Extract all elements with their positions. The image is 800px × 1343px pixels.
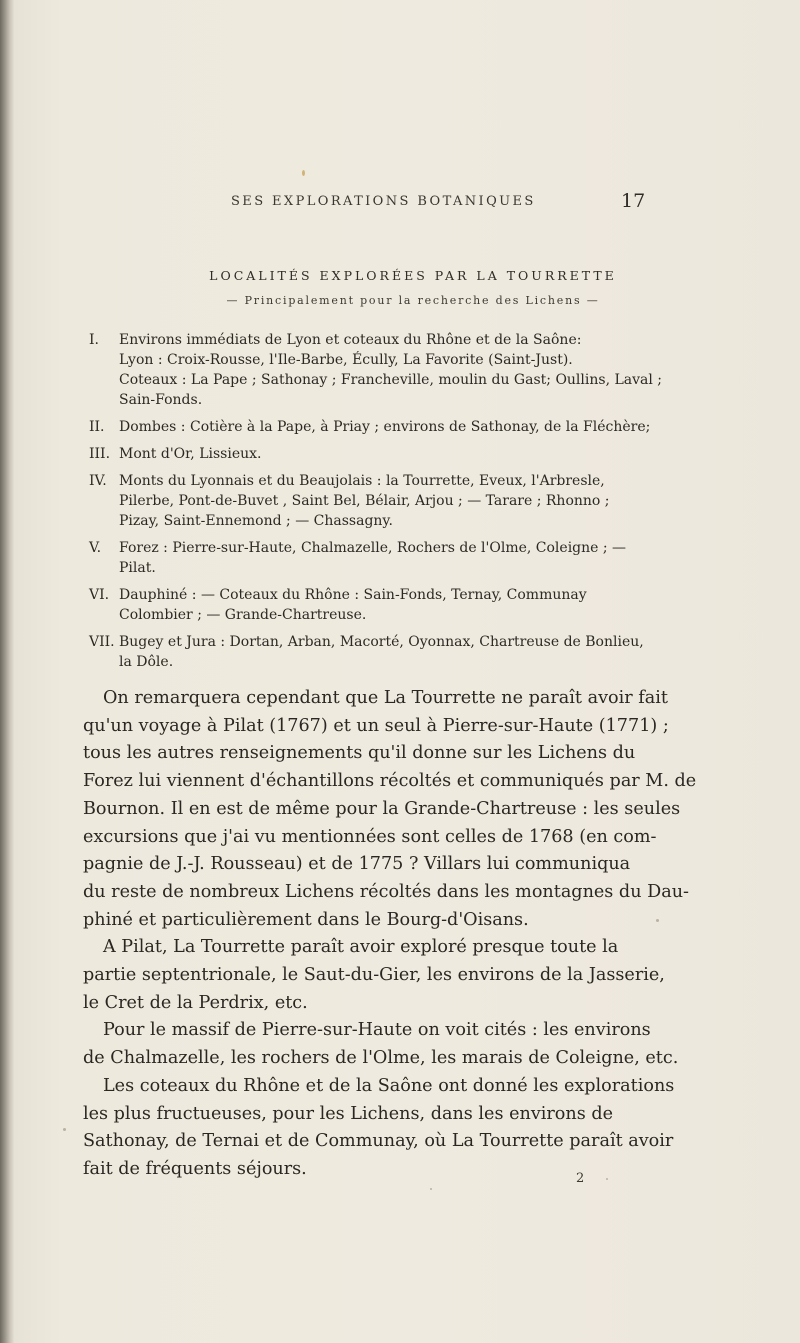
entry-line: Pilat.: [119, 560, 156, 576]
paragraph-line: tous les autres renseignements qu'il donne sur les Lichens du: [83, 743, 636, 764]
locality-entry-7: [89, 632, 649, 672]
paragraph-line: de Chalmazelle, les rochers de l'Olme, les marais de Coleigne, etc.: [83, 1048, 679, 1069]
entry-line: Lyon : Croix-Rousse, l'Ile-Barbe, Écully, La Favorite (Saint-Just).: [119, 352, 573, 368]
entry-line: Mont d'Or, Lissieux.: [119, 446, 262, 462]
locality-entry-3: [89, 444, 649, 464]
entry-line: Dauphiné : — Coteaux du Rhône : Sain-Fonds, Ternay, Communay: [119, 587, 587, 603]
locality-entry-6: [89, 585, 649, 625]
locality-entry-4: [89, 471, 649, 531]
entry-number: III.: [89, 446, 111, 462]
paragraph-line: qu'un voyage à Pilat (1767) et un seul à Pierre-sur-Haute (1771) ;: [83, 715, 669, 736]
entry-number: V.: [89, 540, 102, 556]
entry-line: Sain-Fonds.: [119, 392, 203, 408]
entry-line: Coteaux : La Pape ; Sathonay ; Francheville, moulin du Gast; Oullins, Laval ;: [119, 372, 663, 388]
page-number: 17: [621, 190, 646, 212]
paragraph-line: pagnie de J.-J. Rousseau) et de 1775 ? Villars lui communiqua: [83, 854, 631, 875]
running-head-title: SES EXPLORATIONS BOTANIQUES: [231, 194, 536, 209]
entry-line: Monts du Lyonnais et du Beaujolais : la Tourrette, Eveux, l'Arbresle,: [119, 473, 605, 489]
entry-line: Dombes : Cotière à la Pape, à Priay ; environs de Sathonay, de la Fléchère;: [119, 419, 651, 435]
paper-speck: [430, 1188, 432, 1190]
paper-speck: [63, 1128, 66, 1131]
entry-number: VII.: [89, 634, 115, 650]
paragraph-line: A Pilat, La Tourrette paraît avoir exploré presque toute la: [103, 937, 619, 958]
paper-speck: [606, 1178, 608, 1180]
paragraph-line: excursions que j'ai vu mentionnées sont celles de 1768 (en com-: [83, 826, 657, 847]
entry-number: IV.: [89, 473, 107, 489]
paragraph-line: Forez lui viennent d'échantillons récoltés et communiqués par M. de: [83, 771, 697, 792]
entry-number: I.: [89, 332, 99, 348]
entry-line: Pilerbe, Pont-de-Buvet , Saint Bel, Bélair, Arjou ; — Tarare ; Rhonno ;: [119, 493, 610, 509]
paper-speck: [302, 170, 305, 176]
locality-entry-1: [89, 330, 663, 410]
paragraph-line: Sathonay, de Ternai et de Communay, où La Tourrette paraît avoir: [83, 1131, 674, 1152]
paragraph-line: du reste de nombreux Lichens récoltés dans les montagnes du Dau-: [83, 881, 689, 902]
locality-entry-5: [89, 538, 649, 578]
paper-speck: [656, 919, 659, 922]
paragraph-line: le Cret de la Perdrix, etc.: [83, 992, 308, 1013]
paragraph-line: les plus fructueuses, pour les Lichens, dans les environs de: [83, 1103, 614, 1124]
body-text: [83, 685, 697, 1184]
paragraph-line: Bournon. Il en est de même pour la Grande-Chartreuse : les seules: [83, 798, 681, 819]
paragraph-line: On remarquera cependant que La Tourrette ne paraît avoir fait: [103, 688, 668, 708]
entry-line: Pizay, Saint-Ennemond ; — Chassagny.: [119, 513, 393, 529]
signature-mark: 2: [576, 1171, 585, 1186]
section-subtitle: — Principalement pour la recherche des Lichens —: [226, 294, 600, 307]
entry-number: VI.: [89, 587, 110, 603]
book-binding-edge: [0, 0, 14, 1343]
section-title: LOCALITÉS EXPLORÉES PAR LA TOURRETTE: [209, 268, 617, 283]
entry-line: Environs immédiats de Lyon et coteaux du Rhône et de la Saône:: [119, 332, 582, 348]
paragraph-line: Pour le massif de Pierre-sur-Haute on voit cités : les environs: [103, 1020, 651, 1041]
paragraph-line: partie septentrionale, le Saut-du-Gier, les environs de la Jasserie,: [83, 965, 665, 986]
entry-line: Forez : Pierre-sur-Haute, Chalmazelle, Rochers de l'Olme, Coleigne ; —: [119, 540, 627, 556]
locality-entry-2: [89, 417, 649, 437]
paragraph-line: phiné et particulièrement dans le Bourg-d'Oisans.: [83, 909, 529, 930]
entry-line: Colombier ; — Grande-Chartreuse.: [119, 607, 367, 623]
entry-line: la Dôle.: [119, 654, 174, 670]
localities-list: [89, 330, 663, 679]
entry-number: II.: [89, 419, 105, 435]
entry-line: Bugey et Jura : Dortan, Arban, Macorté, Oyonnax, Chartreuse de Bonlieu,: [119, 634, 644, 650]
paragraph-line: Les coteaux du Rhône et de la Saône ont donné les explorations: [103, 1075, 675, 1096]
paragraph-line: fait de fréquents séjours.: [83, 1158, 307, 1179]
